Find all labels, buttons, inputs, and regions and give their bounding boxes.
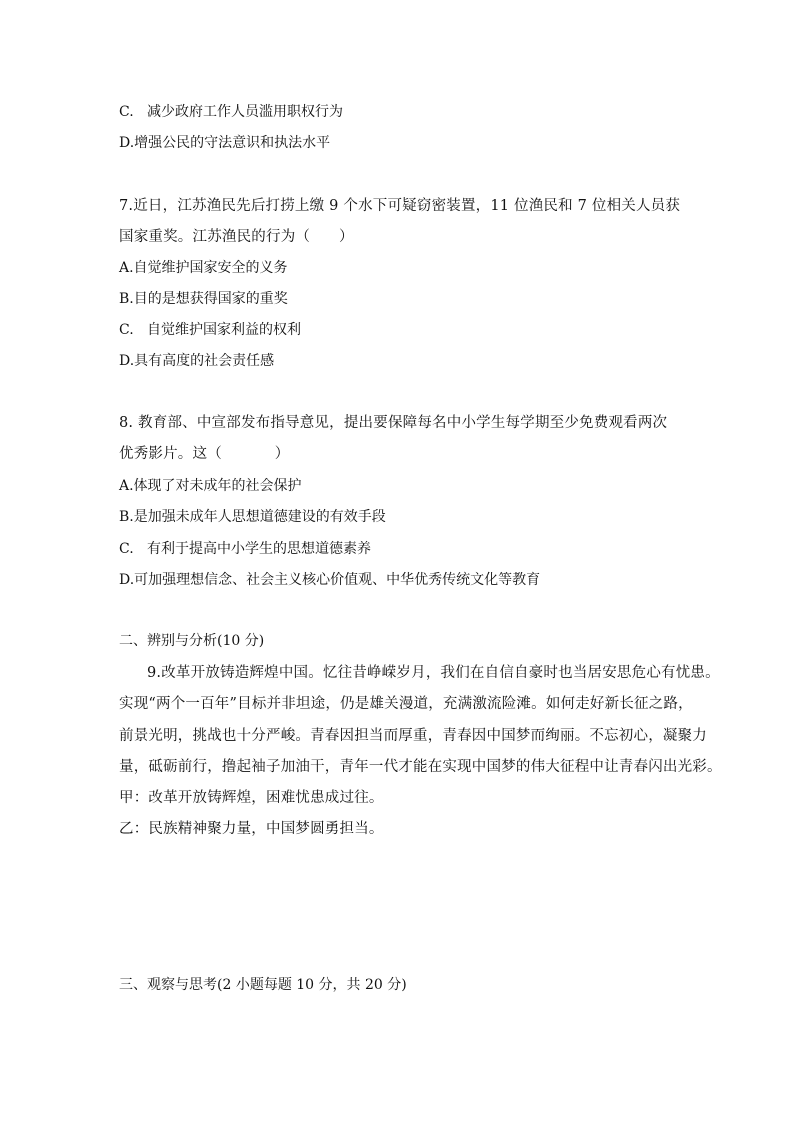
q8-option-b: B.是加强未成年人思想道德建设的有效手段 bbox=[119, 509, 386, 525]
section-3-heading: 三、观察与思考(2 小题每题 10 分，共 20 分) bbox=[119, 977, 407, 993]
q7-option-d: D.具有高度的社会责任感 bbox=[119, 353, 275, 369]
q9-paragraph-line-1: 9.改革开放铸造辉煌中国。忆往昔峥嵘岁月，我们在自信自豪时也当居安思危心有忧患。 bbox=[147, 665, 720, 681]
section-2-heading: 二、辨别与分析(10 分) bbox=[119, 633, 265, 649]
q9-paragraph-line-2: 实现“两个一百年”目标并非坦途，仍是雄关漫道，充满激流险滩。如何走好新长征之路， bbox=[119, 696, 693, 712]
q6-option-c: C. 减少政府工作人员滥用职权行为 bbox=[119, 104, 344, 120]
q7-stem-line-2: 国家重奖。江苏渔民的行为（ ） bbox=[119, 229, 354, 245]
q8-stem-line-1: 8. 教育部、中宣部发布指导意见，提出要保障每名中小学生每学期至少免费观看两次 bbox=[119, 415, 668, 431]
q8-option-d: D.可加强理想信念、社会主义核心价值观、中华优秀传统文化等教育 bbox=[119, 572, 541, 588]
q8-option-a: A.体现了对未成年的社会保护 bbox=[119, 478, 302, 494]
q7-stem-line-1: 7.近日，江苏渔民先后打捞上缴 9 个水下可疑窃密装置，11 位渔民和 7 位相关人员获 bbox=[119, 198, 681, 214]
q8-option-c: C. 有利于提高中小学生的思想道德素养 bbox=[119, 541, 372, 557]
q7-option-c: C. 自觉维护国家利益的权利 bbox=[119, 322, 302, 338]
q9-paragraph-line-3: 前景光明，挑战也十分严峻。青春因担当而厚重，青春因中国梦而绚丽。不忘初心，凝聚力 bbox=[119, 728, 707, 744]
q8-stem-line-2: 优秀影片。这（ ） bbox=[119, 446, 290, 462]
q9-statement-jia: 甲：改革开放铸辉煌，困难忧患成过往。 bbox=[119, 790, 384, 806]
q7-option-b: B.目的是想获得国家的重奖 bbox=[119, 291, 288, 307]
q6-option-d: D.增强公民的守法意识和执法水平 bbox=[119, 135, 331, 151]
q9-statement-yi: 乙：民族精神聚力量，中国梦圆勇担当。 bbox=[119, 821, 384, 837]
q7-option-a: A.自觉维护国家安全的义务 bbox=[119, 260, 288, 276]
q9-paragraph-line-4: 量，砥砺前行，撸起袖子加油干，青年一代才能在实现中国梦的伟大征程中让青春闪出光彩。 bbox=[119, 759, 722, 775]
